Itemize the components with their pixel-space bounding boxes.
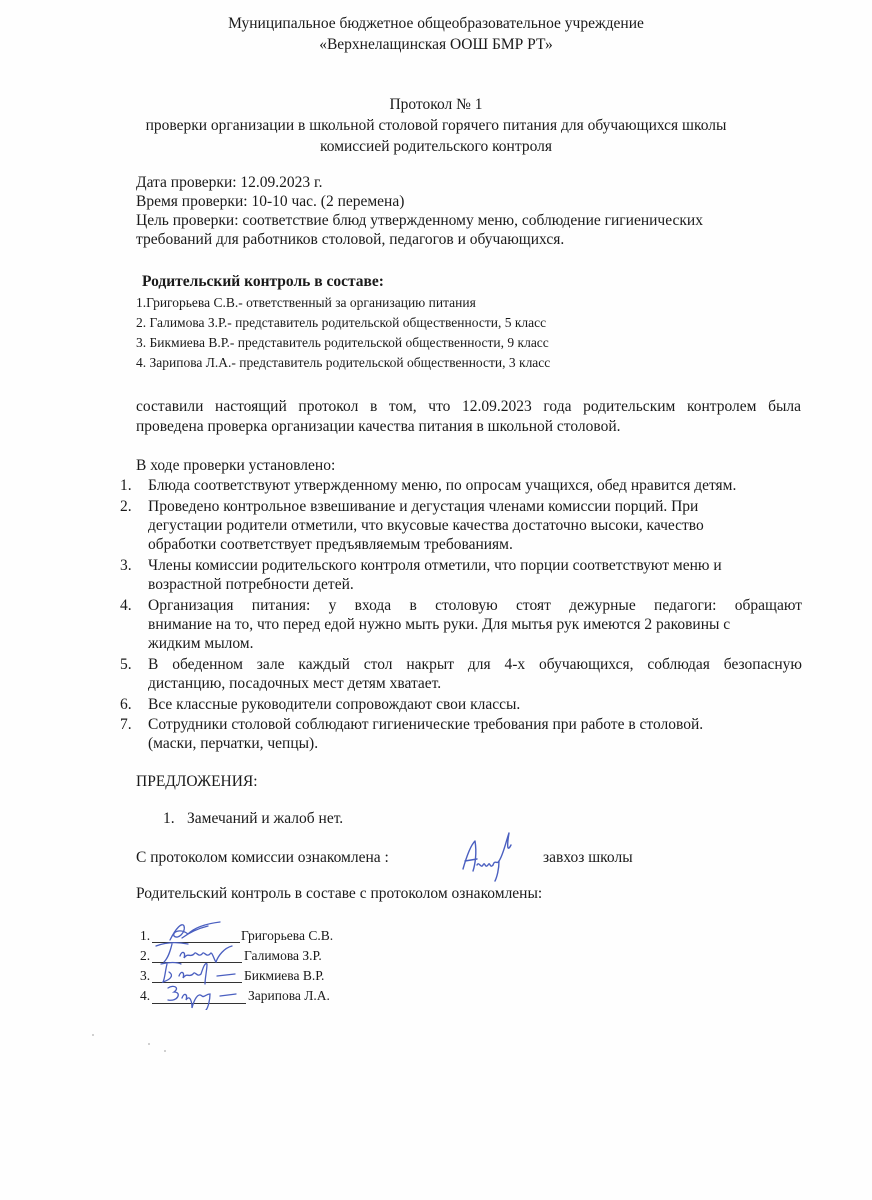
signature-number: 2. — [140, 948, 151, 963]
inspection-goal-line-2: требований для работников столовой, педагогов и обучающихся. — [136, 231, 565, 248]
protocol-subtitle-line-2: комиссией родительского контроля — [320, 138, 552, 155]
finding-text: жидким мылом. — [148, 635, 254, 652]
statement-line-1 — [136, 397, 801, 417]
committee-acknowledgement-label: Родительский контроль в составе с протоколом ознакомлены: — [136, 885, 543, 902]
finding-number: 4. — [120, 597, 132, 614]
signature-zaripova — [158, 980, 248, 1010]
finding-number: 7. — [120, 716, 132, 733]
scan-speck — [148, 1043, 150, 1045]
protocol-title: Протокол № 1 — [389, 96, 483, 113]
inspection-time: Время проверки: 10-10 час. (2 перемена) — [136, 193, 405, 210]
inspection-goal-line-1: Цель проверки: соответствие блюд утвержденному меню, соблюдение гигиенических — [136, 212, 703, 229]
signature-name: Зарипова Л.А. — [248, 988, 330, 1003]
finding-number: 2. — [120, 498, 132, 515]
finding-text: Все классные руководители сопровождают свои классы. — [148, 696, 521, 713]
proposal-number: 1. — [163, 810, 175, 827]
committee-member: 4. Зарипова Л.А.- представитель родительской общественности, 3 класс — [136, 355, 551, 370]
acknowledgement-role: завхоз школы — [543, 849, 633, 866]
institution-line-2: «Верхнелащинская ООШ БМР РТ» — [319, 36, 553, 53]
finding-text: (маски, перчатки, чепцы). — [148, 735, 319, 752]
finding-text: возрастной потребности детей. — [148, 576, 354, 593]
finding-text: дистанцию, посадочных мест детям хватает. — [148, 675, 442, 692]
protocol-subtitle-line-1: проверки организации в школьной столовой горячего питания для обучающихся школы — [145, 117, 727, 134]
supply-manager-signature — [455, 825, 535, 885]
finding-text: Сотрудники столовой соблюдают гигиенические требования при работе в столовой. — [148, 716, 704, 733]
finding-text — [148, 655, 802, 675]
signature-name: Григорьева С.В. — [241, 928, 334, 943]
statement-line-2: проведена проверка организации качества питания в школьной столовой. — [136, 418, 621, 435]
finding-number: 5. — [120, 656, 132, 673]
finding-text-justified: Организация питания: у входа в столовую стоят дежурные педагоги: обращают — [148, 597, 802, 614]
inspection-date: Дата проверки: 12.09.2023 г. — [136, 174, 323, 191]
signature-number: 4. — [140, 988, 151, 1003]
committee-heading: Родительский контроль в составе: — [142, 273, 384, 290]
proposal-text: Замечаний и жалоб нет. — [187, 810, 344, 827]
institution-line-1: Муниципальное бюджетное общеобразовательное учреждение — [228, 15, 644, 32]
finding-text — [148, 596, 802, 616]
committee-member: 3. Бикмиева В.Р.- представитель родительской общественности, 9 класс — [136, 335, 549, 350]
signature-name: Галимова З.Р. — [244, 948, 322, 963]
scan-speck — [164, 1050, 166, 1052]
findings-heading: В ходе проверки установлено: — [136, 457, 336, 474]
committee-member: 2. Галимова З.Р.- представитель родительской общественности, 5 класс — [136, 315, 547, 330]
committee-member: 1.Григорьева С.В.- ответственный за организацию питания — [136, 295, 476, 310]
signature-name: Бикмиева В.Р. — [244, 968, 325, 983]
signature-number: 1. — [140, 928, 151, 943]
scan-speck — [92, 1034, 94, 1036]
finding-text-justified: В обеденном зале каждый стол накрыт для 4-х обучающихся, соблюдая безопасную — [148, 656, 802, 673]
finding-text: обработки соответствует предъявляемым требованиям. — [148, 536, 513, 553]
finding-number: 6. — [120, 696, 132, 713]
statement-text: составили настоящий протокол в том, что 12.09.2023 года родительским контролем была — [136, 398, 801, 415]
signature-number: 3. — [140, 968, 151, 983]
finding-text: Проведено контрольное взвешивание и дегустация членами комиссии порций. При — [148, 498, 699, 515]
finding-text: внимание на то, что перед едой нужно мыть руки. Для мытья рук имеются 2 раковины с — [148, 616, 731, 633]
finding-text: Члены комиссии родительского контроля отметили, что порции соответствуют меню и — [148, 557, 722, 574]
finding-number: 3. — [120, 557, 132, 574]
proposals-heading: ПРЕДЛОЖЕНИЯ: — [136, 773, 258, 790]
finding-number: 1. — [120, 477, 132, 494]
finding-text: Блюда соответствуют утвержденному меню, по опросам учащихся, обед нравится детям. — [148, 477, 737, 494]
acknowledgement-label: С протоколом комиссии ознакомлена : — [136, 849, 389, 866]
finding-text: дегустации родители отметили, что вкусовые качества достаточно высоки, качество — [148, 517, 704, 534]
